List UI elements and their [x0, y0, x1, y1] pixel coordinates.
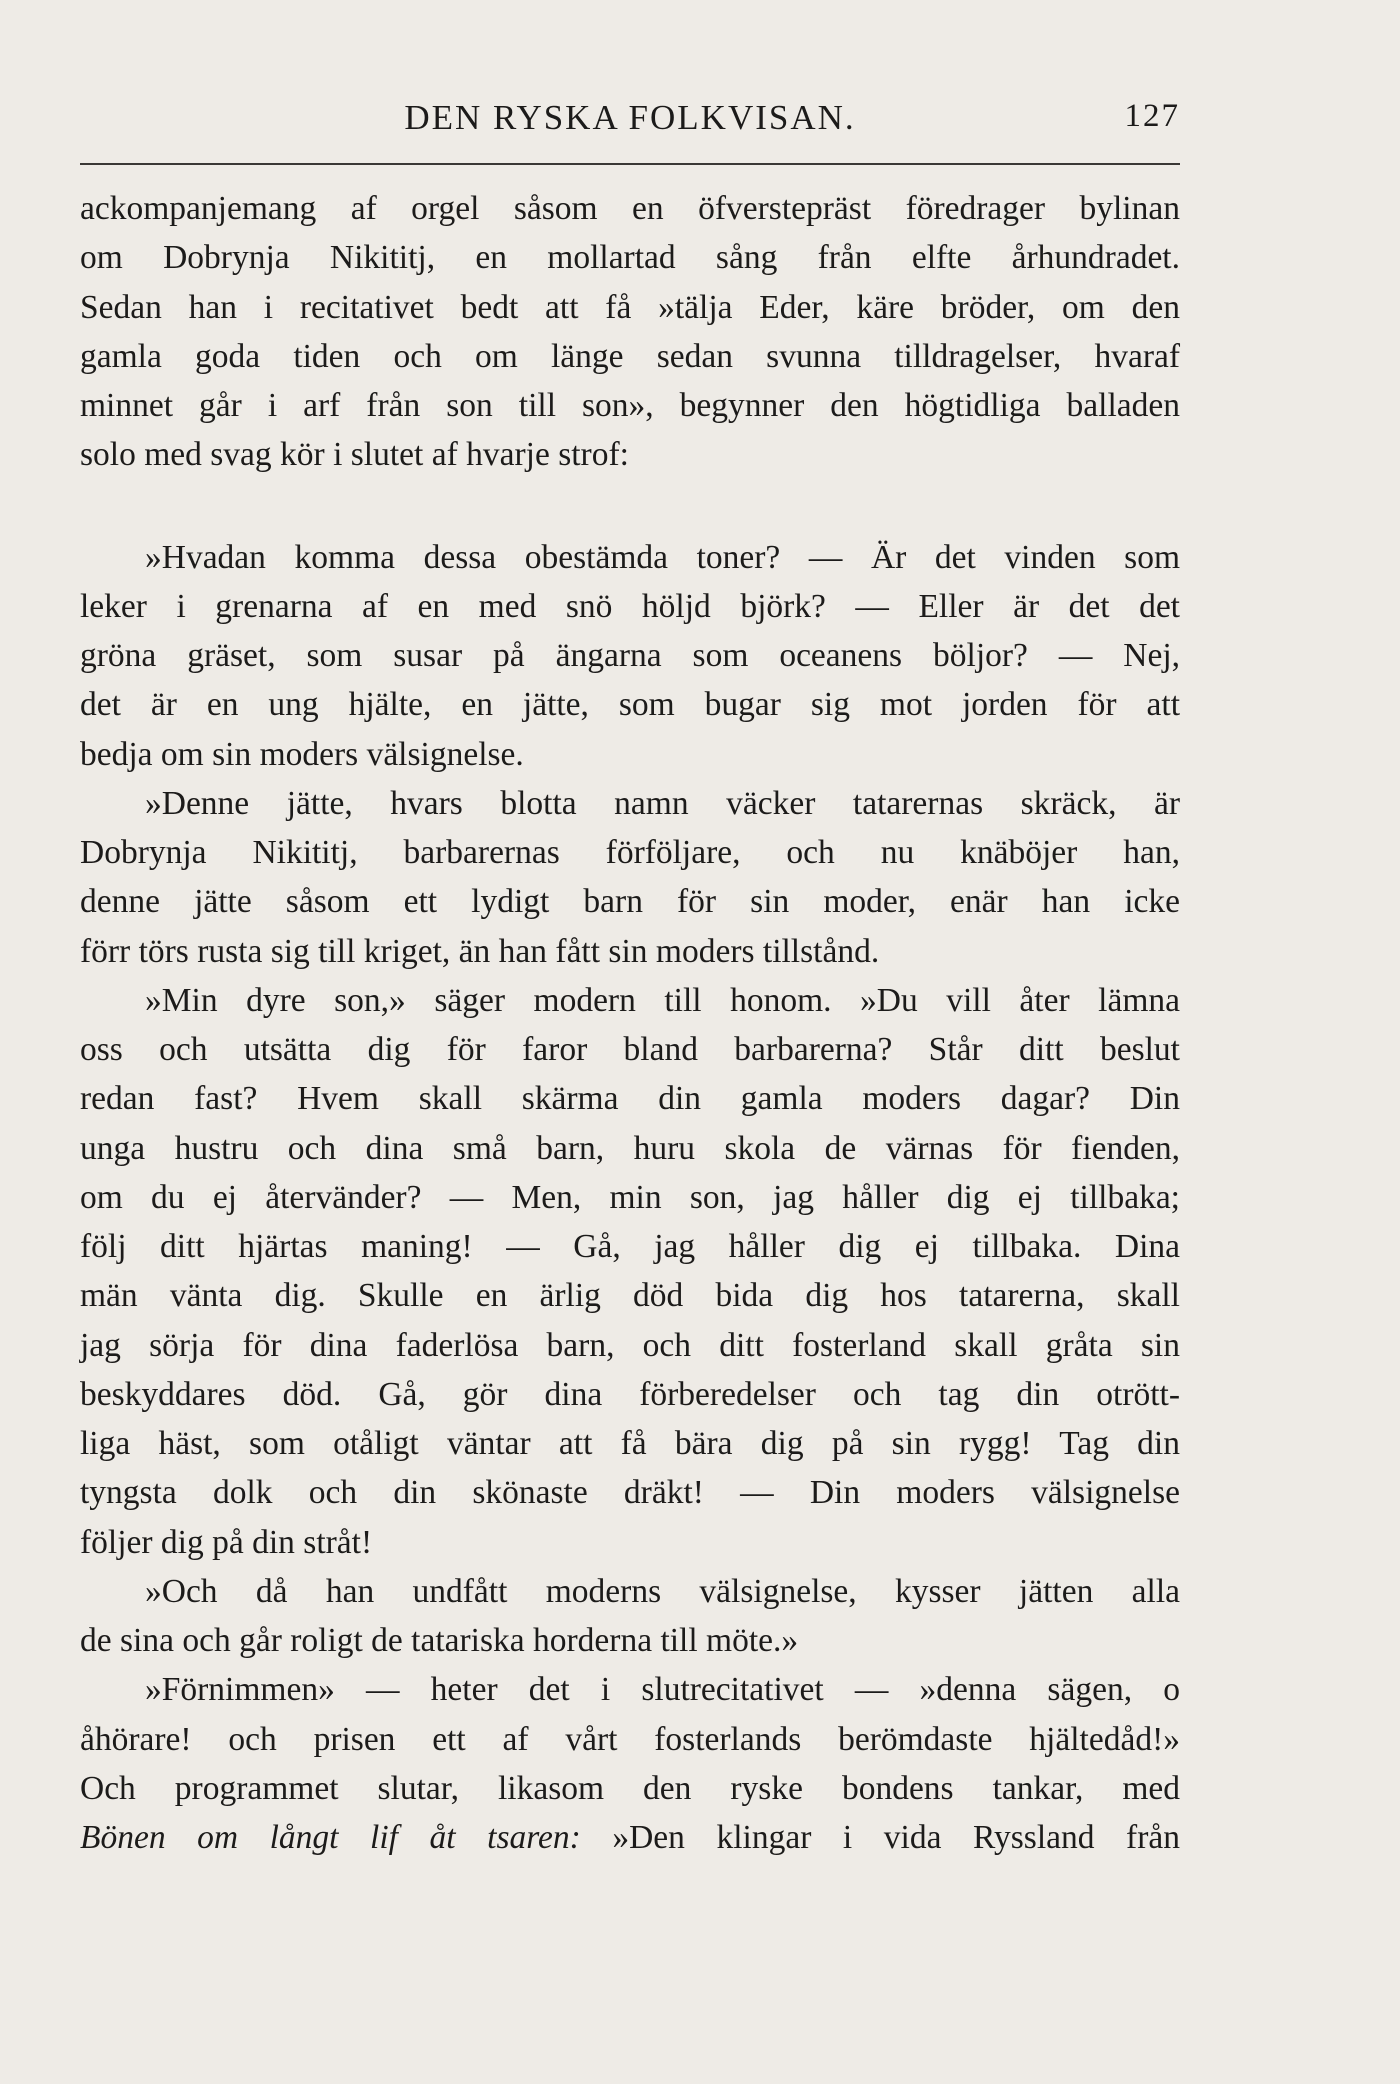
text-line: minnet går i arf från son till son», begynner den högtidliga balladen	[80, 387, 1180, 424]
text-line: liga häst, som otåligt väntar att få bära dig på sin rygg! Tag din	[80, 1425, 1180, 1462]
paragraph	[80, 1665, 1180, 1862]
text-line: Dobrynja Nikititj, barbarernas förföljare, och nu knäböjer han,	[80, 834, 1180, 871]
page-header	[80, 96, 1180, 140]
text-line: solo med svag kör i slutet af hvarje strof:	[80, 436, 629, 474]
text-line: gröna gräset, som susar på ängarna som oceanens böljor? — Nej,	[80, 637, 1180, 674]
paragraph	[80, 779, 1180, 976]
text-line: jag sörja för dina faderlösa barn, och ditt fosterland skall gråta sin	[80, 1326, 1180, 1364]
text-line: tyngsta dolk och din skönaste dräkt! — Din moders välsignelse	[80, 1474, 1180, 1512]
text-line: redan fast? Hvem skall skärma din gamla moders dagar? Din	[80, 1080, 1180, 1118]
text-line: de sina och går roligt de tatariska horderna till möte.»	[80, 1622, 799, 1659]
text-line: bedja om sin moders välsignelse.	[80, 735, 524, 773]
text-line: om du ej återvänder? — Men, min son, jag håller dig ej tillbaka;	[80, 1178, 1180, 1216]
paragraph	[80, 533, 1180, 779]
text-line: »Min dyre son,» säger modern till honom. »Du vill åter lämna	[145, 981, 1180, 1019]
header-rule	[80, 163, 1180, 165]
text-line: Sedan han i recitativet bedt att få »tälja Eder, käre bröder, om den	[80, 288, 1180, 326]
text-line: unga hustru och dina små barn, huru skola de värnas för fienden,	[80, 1129, 1180, 1167]
text-line: följer dig på din stråt!	[80, 1523, 373, 1561]
running-title: DEN RYSKA FOLKVISAN.	[404, 98, 856, 137]
text-line: denne jätte såsom ett lydigt barn för sin moder, enär han icke	[80, 883, 1180, 921]
italic-title: Bönen om långt lif åt tsaren:	[80, 1819, 581, 1856]
text-line: »Denne jätte, hvars blotta namn väcker tatarernas skräck, är	[145, 784, 1180, 822]
text-fragment: »Den klingar i vida Ryssland från	[580, 1819, 1180, 1856]
text-line: gamla goda tiden och om länge sedan svunna tilldragelser, hvaraf	[80, 337, 1180, 375]
paragraph	[80, 1567, 1180, 1666]
text-line-mixed	[80, 1813, 1180, 1862]
page-number: 127	[1124, 98, 1180, 134]
text-line: följ ditt hjärtas maning! — Gå, jag håller dig ej tillbaka. Dina	[80, 1228, 1180, 1265]
text-line: ackompanjemang af orgel såsom en öfverstepräst föredrager bylinan	[80, 190, 1180, 227]
text-line: det är en ung hjälte, en jätte, som bugar sig mot jorden för att	[80, 686, 1180, 724]
text-line: om Dobrynja Nikititj, en mollartad sång från elfte århundradet.	[80, 239, 1180, 277]
body-text	[80, 184, 1180, 1862]
text-line: beskyddares död. Gå, gör dina förberedelser och tag din otrött-	[80, 1375, 1180, 1413]
paragraph	[80, 976, 1180, 1567]
text-line: »Förnimmen» — heter det i slutrecitativet — »denna sägen, o	[145, 1671, 1180, 1709]
text-line: åhörare! och prisen ett af vårt fosterlands berömdaste hjältedåd!»	[80, 1720, 1180, 1758]
text-line: män vänta dig. Skulle en ärlig död bida dig hos tatarerna, skall	[80, 1277, 1180, 1315]
text-line: leker i grenarna af en med snö höljd björk? — Eller är det det	[80, 587, 1180, 625]
text-line: förr törs rusta sig till kriget, än han fått sin moders tillstånd.	[80, 932, 880, 970]
text-line: Och programmet slutar, likasom den ryske bondens tankar, med	[80, 1769, 1180, 1807]
paragraph-gap	[80, 480, 1180, 533]
text-line: »Och då han undfått moderns välsignelse, kysser jätten alla	[145, 1572, 1180, 1610]
text-line: »Hvadan komma dessa obestämda toner? — Är det vinden som	[145, 538, 1180, 576]
text-line: oss och utsätta dig för faror bland barbarerna? Står ditt beslut	[80, 1031, 1180, 1068]
paragraph	[80, 184, 1180, 480]
